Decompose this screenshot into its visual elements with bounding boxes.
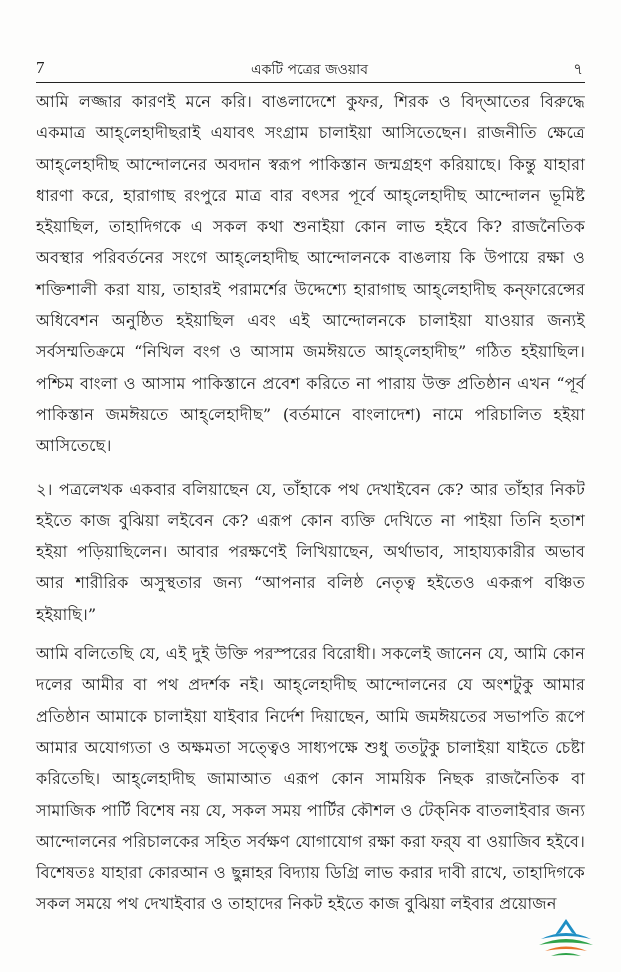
body-text: [36, 86, 585, 920]
running-title: একটি পত্রের জওয়াব: [250, 62, 369, 78]
publisher-logo-icon: [535, 915, 597, 959]
paragraph-2: ২। পত্রলেখক একবার বলিয়াছেন যে, তাঁহাকে পথ দেখাইবেন কে? আর তাঁহার নিকট হইতে কাজ বুঝিয়া লইবেন কে? এরূপ কোন ব্যক্তি দেখিতে না পাইয়া তিনি হতাশ হইয়া পড়িয়াছিলেন। আবার পরক্ষণেই লিখিয়াছেন, অর্থাভাব, সাহায্যকারীর অভাব আর শারীরিক অসুস্থতার জন্য “আপনার বলিষ্ঠ নেতৃত্ব হইতেও একরূপ বঞ্চিত হইয়াছি।”: [36, 479, 585, 624]
paragraph-1: আমি লজ্জার কারণই মনে করি। বাঙলাদেশে কুফর, শিরক ও বিদ্‌আতের বিরুদ্ধে একমাত্র আহ্‌লেহাদীছরাই এযাবৎ সংগ্রাম চালাইয়া আসিতেছেন। রাজনীতি ক্ষেত্রে আহ্‌লেহাদীছ আন্দোলনের অবদান স্বরূপ পাকিস্তান জন্মগ্রহণ করিয়াছে। কিন্তু যাহারা ধারণা করে, হারাগাছ রংপুরে মাত্র বার বৎসর পূর্বে আহ্‌লেহাদীছ আন্দোলন ভূমিষ্ট হইয়াছিল, তাহাদিগকে এ সকল কথা শুনাইয়া কোন লাভ হইবে কি? রাজনৈতিক অবস্থার পরিবর্তনের সংগে আহ্‌লেহাদীছ আন্দোলনকে বাঙলায় কি উপায়ে রক্ষা ও শক্তিশালী করা যায়, তাহারই পরামর্শের উদ্দেশ্যে হারাগাছ আহ্‌লেহাদীছ কন্‌ফারেন্সের অধিবেশন অনুষ্ঠিত হইয়াছিল এবং এই আন্দোলনকে চালাইয়া যাওয়ার জন্যই সর্বসম্মতিক্রমে “নিখিল বংগ ও আসাম জমঈয়তে আহ্‌লেহাদীছ” গঠিত হইয়াছিল।পশ্চিম বাংলা ও আসাম পাকিস্তানে প্রবেশ করিতে না পারায় উক্ত প্রতিষ্ঠান এখন “পূর্ব পাকিস্তান জমঈয়তে আহ্‌লেহাদীছ” (বর্তমানে বাংলাদেশ) নামে পরিচালিত হইয়া আসিতেছে।: [36, 92, 585, 456]
page-number-latin: 7: [36, 58, 45, 77]
paragraph-3: আমি বলিতেছি যে, এই দুই উক্তি পরস্পরের বিরোধী। সকলেই জানেন যে, আমি কোন দলের আমীর বা পথ প্রদর্শক নই। আহ্‌লেহাদীছ আন্দোলনের যে অংশটুকু আমার প্রতিষ্ঠান আমাকে চালাইয়া যাইবার নির্দেশ দিয়াছেন, আমি জমঈয়তের সভাপতি রূপে আমার অযোগ্যতা ও অক্ষমতা সত্ত্বেও সাধ্যপক্ষে শুধু ততটুকু চালাইয়া যাইতে চেষ্টা করিতেছি। আহ্‌লেহাদীছ জামাআত এরূপ কোন সাময়িক নিছক রাজনৈতিক বা সামাজিক পার্টি বিশেষ নয় যে, সকল সময় পার্টির কৌশল ও টেক্‌নিক বাতলাইবার জন্য আন্দোলনের পরিচালকের সহিত সর্বক্ষণ যোগাযোগ রক্ষা করা ফর্‌য বা ওয়াজিব হইবে। বিশেষতঃ যাহারা কোরআন ও ছুন্নাহর বিদ্যায় ডিগ্রি লাভ করার দাবী রাখে, তাহাদিগকে সকল সময়ে পথ দেখাইবার ও তাহাদের নিকট হইতে কাজ বুঝিয়া লইবার প্রয়োজন: [36, 644, 585, 914]
page-header: [36, 58, 583, 80]
header-divider: [36, 82, 585, 83]
page-number-bengali: ৭: [573, 60, 583, 78]
